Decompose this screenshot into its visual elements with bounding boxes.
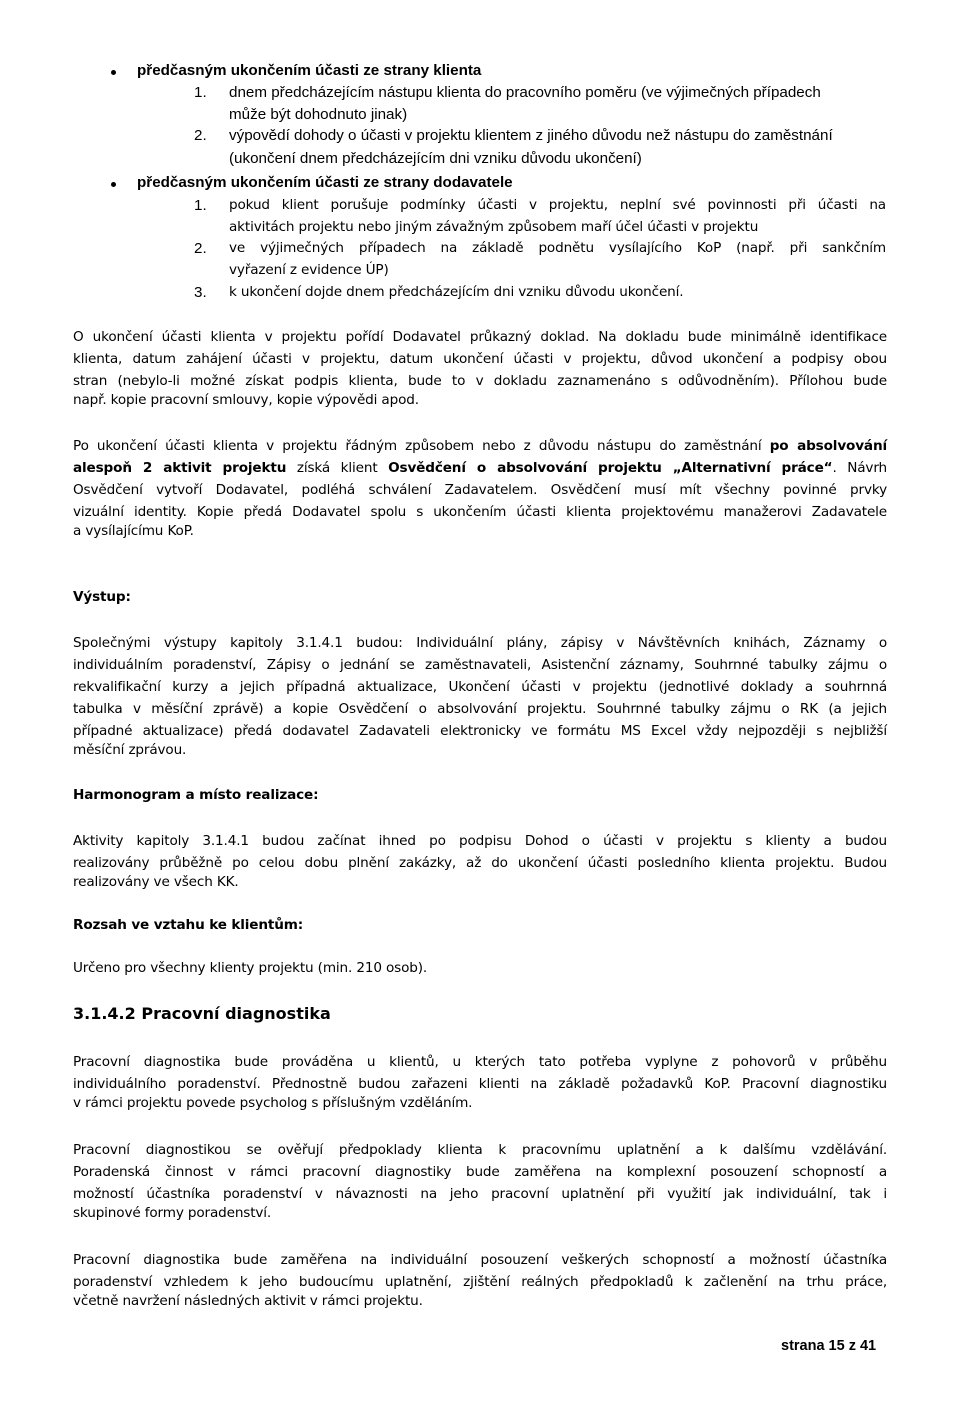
list-item-text: vyřazení z evidence ÚP): [229, 262, 389, 278]
page-number: strana 15 z 41: [781, 1338, 877, 1354]
paragraph-line: případné aktualizace) předá dodavatel Zadavateli elektronicky ve formátu MS Excel vždy nejpozději s nejbližší: [73, 723, 887, 739]
paragraph-line: O ukončení účasti klienta v projektu pořídí Dodavatel průkazný doklad. Na dokladu bude minimálně identifikace: [73, 329, 887, 345]
paragraph-line: [73, 457, 887, 479]
paragraph-line: včetně navržení následných aktivit v rámci projektu.: [73, 1293, 423, 1309]
paragraph-line: stran (nebylo-li možné získat podpis klienta, bude to v dokladu zaznamenáno s odůvodněním). Přílohou bude: [73, 373, 887, 389]
list-number: 1.: [194, 84, 207, 101]
paragraph-line: skupinové formy poradenství.: [73, 1205, 272, 1221]
paragraph-line: Určeno pro všechny klienty projektu (min. 210 osob).: [73, 960, 428, 976]
section-heading-pracovni-diagnostika: 3.1.4.2 Pracovní diagnostika: [73, 1004, 331, 1023]
paragraph-line: možností účastníka poradenství v návaznosti na jeho pracovní uplatnění při využití jak individuální, tak i: [73, 1186, 887, 1202]
paragraph-line: a vysílajícímu KoP.: [73, 523, 194, 539]
paragraph-line: měsíční zprávou.: [73, 742, 187, 758]
list-item-text: ve výjimečných případech na základě podnětu vysílajícího KoP (např. při sankčním: [229, 240, 886, 256]
bullet-heading-client: předčasným ukončením účasti ze strany klienta: [137, 62, 482, 79]
paragraph-line: Pracovní diagnostika bude prováděna u klientů, u kterých tato potřeba vyplyne z pohovorů v průběhu: [73, 1054, 887, 1070]
paragraph-line: realizovány ve všech KK.: [73, 874, 239, 890]
paragraph-line: např. kopie pracovní smlouvy, kopie výpovědi apod.: [73, 392, 419, 408]
paragraph-line: tabulka v měsíční zprávě) a kopie Osvědčení o absolvování projektu. Souhrnné tabulky zájmu o RK (a jejich: [73, 701, 887, 717]
list-item-text: k ukončení dojde dnem předcházejícím dni vzniku důvodu ukončení.: [229, 284, 684, 300]
text-run: . Návrh: [832, 460, 887, 476]
paragraph-line: Pracovní diagnostikou se ověřují předpoklady klienta k pracovnímu uplatnění a k dalšímu vzdělávání.: [73, 1142, 887, 1158]
list-item-text: pokud klient porušuje podmínky účasti v projektu, neplní své povinnosti při účasti na: [229, 197, 886, 213]
paragraph-line: klienta, datum zahájení účasti v projektu, datum ukončení účasti v projektu, důvod ukončení a podpisy obou: [73, 351, 887, 367]
text-run-bold: Osvědčení o absolvování projektu „Alternativní práce“: [388, 460, 833, 476]
paragraph-line: rekvalifikační kurzy a jejich případná aktualizace, Ukončení účasti v projektu (jednotlivé doklady a souhrnná: [73, 679, 887, 695]
paragraph-line: Osvědčení vytvoří Dodavatel, podléhá schválení Zadavatelem. Osvědčení musí mít všechny povinné prvky: [73, 482, 887, 498]
paragraph-line: Poradenská činnost v rámci pracovní diagnostiky bude zaměřena na komplexní posouzení schopností a: [73, 1164, 887, 1180]
paragraph-line: realizovány průběžně po celou dobu plnění zakázky, až do ukončení účasti posledního klienta projektu. Budou: [73, 855, 887, 871]
list-number: 2.: [194, 127, 207, 144]
paragraph-line: v rámci projektu povede psycholog s příslušným vzděláním.: [73, 1095, 473, 1111]
bullet-icon: [111, 182, 116, 187]
paragraph-line: [73, 435, 887, 457]
text-run-bold: po absolvování: [769, 438, 887, 454]
paragraph-line: Společnými výstupy kapitoly 3.1.4.1 budou: Individuální plány, zápisy v Návštěvních knihách, Záznamy o: [73, 635, 887, 651]
bullet-heading-supplier: předčasným ukončením účasti ze strany dodavatele: [137, 174, 513, 191]
list-number: 1.: [194, 197, 207, 214]
section-heading-rozsah: Rozsah ve vztahu ke klientům:: [73, 917, 304, 933]
section-heading-vystup: Výstup:: [73, 589, 131, 605]
paragraph-line: Aktivity kapitoly 3.1.4.1 budou začínat ihned po podpisu Dohod o účasti v projektu s klienty a budou: [73, 833, 887, 849]
paragraph-line: individuálního poradenství. Přednostně budou zařazeni klienti na základě požadavků KoP. Pracovní diagnostiku: [73, 1076, 887, 1092]
text-run: získá klient: [286, 460, 389, 476]
paragraph-line: vizuální identity. Kopie předá Dodavatel spolu s ukončením účasti klienta projektovému manažerovi Zadavatele: [73, 504, 887, 520]
section-heading-harmonogram: Harmonogram a místo realizace:: [73, 787, 319, 803]
list-item-text: může být dohodnuto jinak): [229, 106, 408, 123]
paragraph-line: poradenství vzhledem k jeho budoucímu uplatnění, zjištění reálných předpokladů k začlenění na trhu práce,: [73, 1274, 887, 1290]
bullet-icon: [111, 70, 116, 75]
paragraph-line: individuálním poradenství, Zápisy o jednání se zaměstnavateli, Asistenční záznamy, Souhrnné tabulky zájmu o: [73, 657, 887, 673]
list-number: 2.: [194, 240, 207, 257]
list-item-text: dnem předcházejícím nástupu klienta do pracovního poměru (ve výjimečných případech: [229, 84, 821, 101]
paragraph-line: Pracovní diagnostika bude zaměřena na individuální posouzení veškerých schopností a možností účastníka: [73, 1252, 887, 1268]
text-run: Po ukončení účasti klienta v projektu řádným způsobem nebo z důvodu nástupu do zaměstnání: [73, 438, 770, 454]
list-item-text: výpovědí dohody o účasti v projektu klientem z jiného důvodu než nástupu do zaměstnání: [229, 127, 833, 144]
list-item-text: (ukončení dnem předcházejícím dni vzniku důvodu ukončení): [229, 150, 642, 167]
list-item-text: aktivitách projektu nebo jiným závažným způsobem maří účel účasti v projektu: [229, 219, 759, 235]
text-run-bold: alespoň 2 aktivit projektu: [73, 460, 287, 476]
list-number: 3.: [194, 284, 207, 301]
